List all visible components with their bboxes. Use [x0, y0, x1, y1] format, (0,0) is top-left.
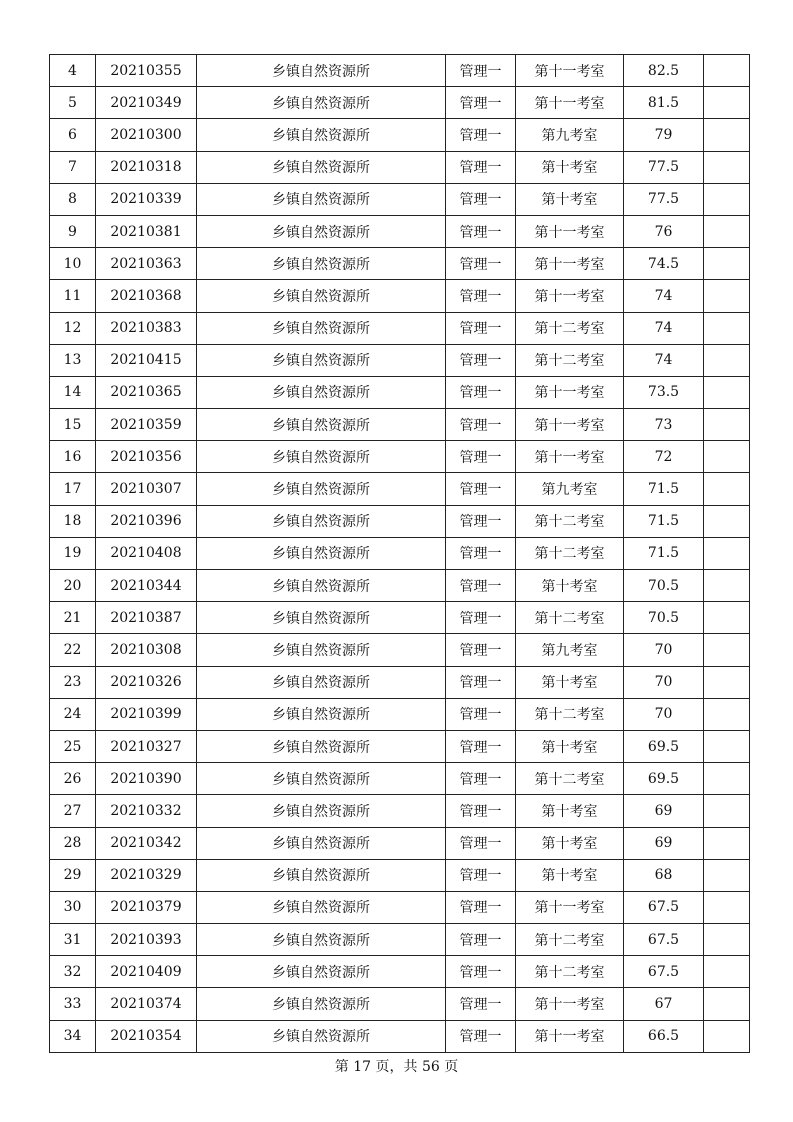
- note-cell: [704, 956, 750, 988]
- table-row: [50, 666, 750, 698]
- score-cell: 67: [624, 988, 704, 1020]
- score-cell: 69: [624, 827, 704, 859]
- position-cell: 管理一: [446, 87, 516, 119]
- score-cell: 74: [624, 344, 704, 376]
- row-number-cell: 26: [50, 763, 96, 795]
- row-number-cell: 11: [50, 280, 96, 312]
- position-cell: 管理一: [446, 55, 516, 87]
- row-number-cell: 6: [50, 119, 96, 151]
- score-cell: 69.5: [624, 763, 704, 795]
- exam-id-cell: 20210390: [96, 763, 197, 795]
- row-number-cell: 21: [50, 602, 96, 634]
- unit-cell: 乡镇自然资源所: [197, 280, 446, 312]
- table-row: [50, 730, 750, 762]
- unit-cell: 乡镇自然资源所: [197, 151, 446, 183]
- position-cell: 管理一: [446, 1020, 516, 1052]
- note-cell: [704, 87, 750, 119]
- exam-id-cell: 20210349: [96, 87, 197, 119]
- table-row: [50, 505, 750, 537]
- table-row: [50, 441, 750, 473]
- score-cell: 68: [624, 859, 704, 891]
- exam-room-cell: 第十二考室: [516, 344, 624, 376]
- exam-room-cell: 第十考室: [516, 859, 624, 891]
- score-cell: 77.5: [624, 183, 704, 215]
- row-number-cell: 32: [50, 956, 96, 988]
- row-number-cell: 15: [50, 409, 96, 441]
- score-cell: 76: [624, 215, 704, 247]
- unit-cell: 乡镇自然资源所: [197, 312, 446, 344]
- note-cell: [704, 666, 750, 698]
- exam-room-cell: 第十二考室: [516, 763, 624, 795]
- exam-room-cell: 第十二考室: [516, 956, 624, 988]
- note-cell: [704, 344, 750, 376]
- exam-id-cell: 20210326: [96, 666, 197, 698]
- row-number-cell: 8: [50, 183, 96, 215]
- unit-cell: 乡镇自然资源所: [197, 344, 446, 376]
- score-cell: 67.5: [624, 956, 704, 988]
- position-cell: 管理一: [446, 634, 516, 666]
- table-row: [50, 795, 750, 827]
- note-cell: [704, 473, 750, 505]
- exam-room-cell: 第十二考室: [516, 698, 624, 730]
- position-cell: 管理一: [446, 280, 516, 312]
- table-row: [50, 634, 750, 666]
- note-cell: [704, 859, 750, 891]
- position-cell: 管理一: [446, 602, 516, 634]
- note-cell: [704, 891, 750, 923]
- note-cell: [704, 409, 750, 441]
- exam-room-cell: 第九考室: [516, 473, 624, 505]
- row-number-cell: 22: [50, 634, 96, 666]
- unit-cell: 乡镇自然资源所: [197, 602, 446, 634]
- table-row: [50, 891, 750, 923]
- exam-id-cell: 20210300: [96, 119, 197, 151]
- unit-cell: 乡镇自然资源所: [197, 441, 446, 473]
- exam-id-cell: 20210393: [96, 924, 197, 956]
- position-cell: 管理一: [446, 730, 516, 762]
- score-table: [49, 54, 750, 1053]
- exam-room-cell: 第十二考室: [516, 537, 624, 569]
- table-row: [50, 698, 750, 730]
- exam-room-cell: 第十一考室: [516, 215, 624, 247]
- score-cell: 70.5: [624, 570, 704, 602]
- note-cell: [704, 215, 750, 247]
- note-cell: [704, 537, 750, 569]
- exam-id-cell: 20210332: [96, 795, 197, 827]
- table-row: [50, 763, 750, 795]
- position-cell: 管理一: [446, 956, 516, 988]
- exam-id-cell: 20210381: [96, 215, 197, 247]
- score-cell: 71.5: [624, 473, 704, 505]
- unit-cell: 乡镇自然资源所: [197, 376, 446, 408]
- row-number-cell: 7: [50, 151, 96, 183]
- row-number-cell: 13: [50, 344, 96, 376]
- score-cell: 73.5: [624, 376, 704, 408]
- row-number-cell: 5: [50, 87, 96, 119]
- exam-room-cell: 第十考室: [516, 570, 624, 602]
- exam-room-cell: 第十二考室: [516, 602, 624, 634]
- note-cell: [704, 570, 750, 602]
- score-cell: 70.5: [624, 602, 704, 634]
- note-cell: [704, 730, 750, 762]
- table-row: [50, 924, 750, 956]
- exam-room-cell: 第十二考室: [516, 924, 624, 956]
- unit-cell: 乡镇自然资源所: [197, 505, 446, 537]
- table-row: [50, 248, 750, 280]
- score-cell: 74: [624, 280, 704, 312]
- position-cell: 管理一: [446, 570, 516, 602]
- exam-id-cell: 20210356: [96, 441, 197, 473]
- exam-id-cell: 20210399: [96, 698, 197, 730]
- note-cell: [704, 280, 750, 312]
- row-number-cell: 14: [50, 376, 96, 408]
- unit-cell: 乡镇自然资源所: [197, 537, 446, 569]
- row-number-cell: 30: [50, 891, 96, 923]
- position-cell: 管理一: [446, 409, 516, 441]
- exam-room-cell: 第十考室: [516, 666, 624, 698]
- exam-id-cell: 20210308: [96, 634, 197, 666]
- row-number-cell: 23: [50, 666, 96, 698]
- note-cell: [704, 634, 750, 666]
- note-cell: [704, 763, 750, 795]
- score-cell: 66.5: [624, 1020, 704, 1052]
- table-row: [50, 570, 750, 602]
- table-row: [50, 280, 750, 312]
- unit-cell: 乡镇自然资源所: [197, 666, 446, 698]
- table-row: [50, 537, 750, 569]
- score-cell: 82.5: [624, 55, 704, 87]
- score-cell: 74.5: [624, 248, 704, 280]
- exam-id-cell: 20210318: [96, 151, 197, 183]
- score-cell: 71.5: [624, 537, 704, 569]
- row-number-cell: 19: [50, 537, 96, 569]
- note-cell: [704, 441, 750, 473]
- position-cell: 管理一: [446, 119, 516, 151]
- exam-id-cell: 20210355: [96, 55, 197, 87]
- unit-cell: 乡镇自然资源所: [197, 730, 446, 762]
- exam-id-cell: 20210374: [96, 988, 197, 1020]
- row-number-cell: 29: [50, 859, 96, 891]
- score-cell: 67.5: [624, 891, 704, 923]
- table-row: [50, 183, 750, 215]
- exam-room-cell: 第十二考室: [516, 312, 624, 344]
- note-cell: [704, 1020, 750, 1052]
- exam-id-cell: 20210344: [96, 570, 197, 602]
- table-row: [50, 859, 750, 891]
- table-row: [50, 1020, 750, 1052]
- note-cell: [704, 151, 750, 183]
- exam-room-cell: 第十一考室: [516, 248, 624, 280]
- exam-id-cell: 20210409: [96, 956, 197, 988]
- note-cell: [704, 55, 750, 87]
- exam-room-cell: 第十一考室: [516, 891, 624, 923]
- table-row: [50, 87, 750, 119]
- exam-id-cell: 20210339: [96, 183, 197, 215]
- unit-cell: 乡镇自然资源所: [197, 55, 446, 87]
- position-cell: 管理一: [446, 763, 516, 795]
- position-cell: 管理一: [446, 151, 516, 183]
- note-cell: [704, 602, 750, 634]
- table-row: [50, 215, 750, 247]
- exam-room-cell: 第十一考室: [516, 55, 624, 87]
- table-row: [50, 151, 750, 183]
- note-cell: [704, 795, 750, 827]
- exam-room-cell: 第九考室: [516, 119, 624, 151]
- row-number-cell: 9: [50, 215, 96, 247]
- table-row: [50, 119, 750, 151]
- exam-id-cell: 20210354: [96, 1020, 197, 1052]
- row-number-cell: 34: [50, 1020, 96, 1052]
- unit-cell: 乡镇自然资源所: [197, 859, 446, 891]
- score-cell: 70: [624, 698, 704, 730]
- score-cell: 73: [624, 409, 704, 441]
- unit-cell: 乡镇自然资源所: [197, 248, 446, 280]
- table-row: [50, 409, 750, 441]
- note-cell: [704, 924, 750, 956]
- table-row: [50, 312, 750, 344]
- score-cell: 79: [624, 119, 704, 151]
- row-number-cell: 31: [50, 924, 96, 956]
- table-row: [50, 55, 750, 87]
- unit-cell: 乡镇自然资源所: [197, 183, 446, 215]
- row-number-cell: 28: [50, 827, 96, 859]
- exam-id-cell: 20210365: [96, 376, 197, 408]
- exam-id-cell: 20210327: [96, 730, 197, 762]
- exam-room-cell: 第十一考室: [516, 988, 624, 1020]
- unit-cell: 乡镇自然资源所: [197, 119, 446, 151]
- exam-room-cell: 第十考室: [516, 151, 624, 183]
- exam-id-cell: 20210379: [96, 891, 197, 923]
- exam-id-cell: 20210396: [96, 505, 197, 537]
- score-cell: 72: [624, 441, 704, 473]
- score-table-body: [50, 55, 750, 1053]
- row-number-cell: 12: [50, 312, 96, 344]
- position-cell: 管理一: [446, 666, 516, 698]
- exam-room-cell: 第十考室: [516, 795, 624, 827]
- unit-cell: 乡镇自然资源所: [197, 698, 446, 730]
- position-cell: 管理一: [446, 698, 516, 730]
- row-number-cell: 27: [50, 795, 96, 827]
- score-cell: 69.5: [624, 730, 704, 762]
- exam-id-cell: 20210387: [96, 602, 197, 634]
- exam-id-cell: 20210363: [96, 248, 197, 280]
- exam-room-cell: 第十二考室: [516, 505, 624, 537]
- exam-room-cell: 第十一考室: [516, 87, 624, 119]
- unit-cell: 乡镇自然资源所: [197, 891, 446, 923]
- row-number-cell: 25: [50, 730, 96, 762]
- table-row: [50, 376, 750, 408]
- unit-cell: 乡镇自然资源所: [197, 634, 446, 666]
- note-cell: [704, 312, 750, 344]
- note-cell: [704, 698, 750, 730]
- table-row: [50, 827, 750, 859]
- score-cell: 71.5: [624, 505, 704, 537]
- position-cell: 管理一: [446, 215, 516, 247]
- exam-room-cell: 第十一考室: [516, 441, 624, 473]
- table-row: [50, 988, 750, 1020]
- unit-cell: 乡镇自然资源所: [197, 763, 446, 795]
- exam-room-cell: 第九考室: [516, 634, 624, 666]
- exam-room-cell: 第十一考室: [516, 1020, 624, 1052]
- position-cell: 管理一: [446, 248, 516, 280]
- unit-cell: 乡镇自然资源所: [197, 988, 446, 1020]
- row-number-cell: 18: [50, 505, 96, 537]
- position-cell: 管理一: [446, 344, 516, 376]
- position-cell: 管理一: [446, 859, 516, 891]
- exam-room-cell: 第十考室: [516, 827, 624, 859]
- unit-cell: 乡镇自然资源所: [197, 795, 446, 827]
- position-cell: 管理一: [446, 924, 516, 956]
- unit-cell: 乡镇自然资源所: [197, 924, 446, 956]
- exam-id-cell: 20210415: [96, 344, 197, 376]
- position-cell: 管理一: [446, 376, 516, 408]
- position-cell: 管理一: [446, 827, 516, 859]
- exam-id-cell: 20210359: [96, 409, 197, 441]
- position-cell: 管理一: [446, 505, 516, 537]
- score-cell: 67.5: [624, 924, 704, 956]
- table-row: [50, 344, 750, 376]
- score-cell: 70: [624, 634, 704, 666]
- exam-room-cell: 第十一考室: [516, 409, 624, 441]
- score-cell: 81.5: [624, 87, 704, 119]
- score-cell: 77.5: [624, 151, 704, 183]
- position-cell: 管理一: [446, 473, 516, 505]
- row-number-cell: 20: [50, 570, 96, 602]
- exam-id-cell: 20210329: [96, 859, 197, 891]
- table-row: [50, 956, 750, 988]
- exam-id-cell: 20210408: [96, 537, 197, 569]
- exam-id-cell: 20210383: [96, 312, 197, 344]
- row-number-cell: 17: [50, 473, 96, 505]
- row-number-cell: 4: [50, 55, 96, 87]
- position-cell: 管理一: [446, 183, 516, 215]
- position-cell: 管理一: [446, 988, 516, 1020]
- position-cell: 管理一: [446, 795, 516, 827]
- note-cell: [704, 505, 750, 537]
- exam-id-cell: 20210368: [96, 280, 197, 312]
- exam-id-cell: 20210342: [96, 827, 197, 859]
- unit-cell: 乡镇自然资源所: [197, 956, 446, 988]
- exam-id-cell: 20210307: [96, 473, 197, 505]
- table-row: [50, 602, 750, 634]
- position-cell: 管理一: [446, 891, 516, 923]
- row-number-cell: 10: [50, 248, 96, 280]
- note-cell: [704, 248, 750, 280]
- note-cell: [704, 827, 750, 859]
- note-cell: [704, 119, 750, 151]
- unit-cell: 乡镇自然资源所: [197, 87, 446, 119]
- unit-cell: 乡镇自然资源所: [197, 570, 446, 602]
- exam-room-cell: 第十一考室: [516, 280, 624, 312]
- page-number-footer: 第 17 页，共 56 页: [334, 1059, 459, 1075]
- position-cell: 管理一: [446, 312, 516, 344]
- unit-cell: 乡镇自然资源所: [197, 409, 446, 441]
- unit-cell: 乡镇自然资源所: [197, 1020, 446, 1052]
- score-cell: 74: [624, 312, 704, 344]
- unit-cell: 乡镇自然资源所: [197, 215, 446, 247]
- score-cell: 70: [624, 666, 704, 698]
- note-cell: [704, 376, 750, 408]
- row-number-cell: 16: [50, 441, 96, 473]
- row-number-cell: 33: [50, 988, 96, 1020]
- score-cell: 69: [624, 795, 704, 827]
- exam-room-cell: 第十一考室: [516, 376, 624, 408]
- exam-room-cell: 第十考室: [516, 730, 624, 762]
- unit-cell: 乡镇自然资源所: [197, 473, 446, 505]
- position-cell: 管理一: [446, 441, 516, 473]
- note-cell: [704, 988, 750, 1020]
- unit-cell: 乡镇自然资源所: [197, 827, 446, 859]
- note-cell: [704, 183, 750, 215]
- row-number-cell: 24: [50, 698, 96, 730]
- position-cell: 管理一: [446, 537, 516, 569]
- table-row: [50, 473, 750, 505]
- exam-room-cell: 第十考室: [516, 183, 624, 215]
